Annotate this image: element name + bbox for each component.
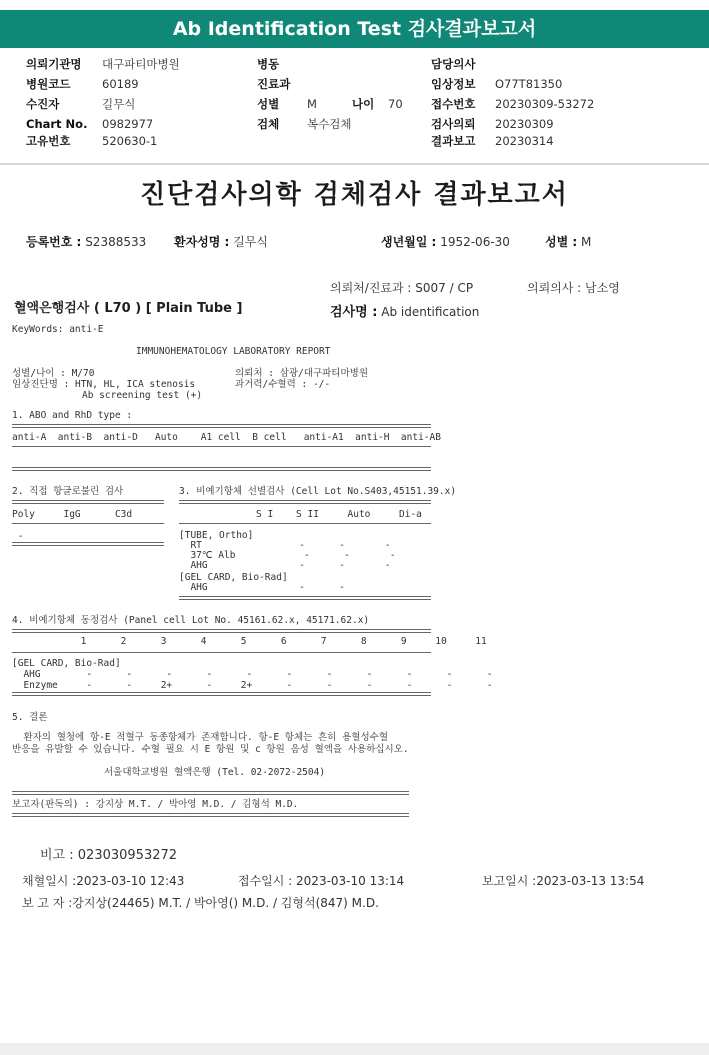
info-specimen: 검체 복수검체: [257, 117, 352, 131]
report-title: Ab Identification Test 검사결과보고서: [172, 18, 537, 40]
patient-name: 환자성명 : 길무식: [174, 235, 268, 249]
sec3-row-ahg: AHG - - -: [179, 560, 391, 571]
info-age: 나이 70: [352, 97, 403, 111]
info-clinical-info: 임상정보 O77T81350: [431, 77, 563, 91]
collection-time: 채혈일시 :2023-03-10 12:43: [22, 874, 185, 888]
sec3-rule-top: [179, 500, 431, 504]
sec1-header: anti-A anti-B anti-D Auto A1 cell B cell anti-A1 anti-H anti-AB: [12, 432, 441, 443]
sec1-rule-bottom: [12, 467, 431, 471]
sec3-row-rt: RT - - -: [179, 540, 391, 551]
receipt-time: 접수일시 : 2023-03-10 13:14: [238, 874, 405, 888]
info-ward: 병동: [257, 57, 280, 71]
sec4-title: 4. 비예기항체 동정검사 (Panel cell Lot No. 45161.62.x, 45171.62.x): [12, 615, 370, 626]
keywords: KeyWords: anti-E: [12, 324, 104, 335]
sec4-rule-bottom: [12, 692, 431, 696]
report-heading: 진단검사의학 검체검사 결과보고서: [140, 180, 569, 210]
sec1-rule-mid: [12, 446, 431, 447]
conclusion-line-2: 반응을 유발할 수 있습니다. 수혈 필요 시 E 항원 및 c 항원 음성 혈액을 사용하십시오.: [12, 744, 409, 755]
reporter-rule-top: [12, 791, 409, 795]
sec3-header: S I S II Auto Di-a: [256, 509, 422, 520]
info-department: 진료과: [257, 77, 291, 91]
patient-sex: 성별 : M: [545, 235, 592, 249]
sec3-row-gel-ahg: AHG - -: [179, 582, 345, 593]
lab-diagnosis: 임상진단명 : HTN, HL, ICA stenosis: [12, 379, 196, 390]
info-sex: 성별 M: [257, 97, 317, 111]
info-doctor: 담당의사: [431, 57, 476, 71]
sec2-header: Poly IgG C3d: [12, 509, 133, 520]
info-unique-no: 고유번호 520630-1: [26, 134, 158, 148]
registration-number: 등록번호 : S2388533: [26, 235, 147, 249]
info-chart-no: Chart No. 0982977: [26, 117, 154, 131]
report-time: 보고일시 :2023-03-13 13:54: [482, 874, 645, 888]
footer-reporter: 보 고 자 :강지상(24465) M.T. / 박아영() M.D. / 김형석(847) M.D.: [22, 896, 379, 910]
sec1-rule-top: [12, 424, 431, 428]
sec3-title: 3. 비예기항체 선별검사 (Cell Lot No.S403,45151.39.x): [179, 486, 457, 497]
sec4-rule-top: [12, 629, 431, 633]
info-report-date: 결과보고 20230314: [431, 134, 554, 148]
sec4-row-enzyme: Enzyme - - 2+ - 2+ - - - - - -: [12, 680, 493, 691]
info-hospital-code: 병원코드 60189: [26, 77, 139, 91]
test-name: 검사명 : Ab identification: [330, 305, 480, 320]
lab-screening: Ab screening test (+): [82, 390, 203, 401]
sec2-rule-mid: [12, 523, 164, 524]
sec3-row-tube: [TUBE, Ortho]: [179, 530, 254, 541]
lab-history: 과거력/수혈력 : -/-: [235, 379, 331, 390]
requesting-doctor: 의뢰의사 : 남소영: [527, 281, 620, 295]
requesting-dept: 의뢰처/진료과 : S007 / CP: [330, 281, 474, 295]
sec4-header: 1 2 3 4 5 6 7 8 9 10 11: [12, 636, 487, 647]
sec4-row-gel: [GEL CARD, Bio-Rad]: [12, 658, 121, 669]
conclusion-line-1: 환자의 혈청에 항-E 적혈구 동종항체가 존재합니다. 항-E 항체는 흔히 용혈성수혈: [12, 732, 388, 743]
sec1-title: 1. ABO and RhD type :: [12, 410, 133, 421]
lab-report-title: IMMUNOHEMATOLOGY LABORATORY REPORT: [136, 346, 331, 357]
section-divider: [0, 163, 709, 165]
test-group: 혈액은행검사 ( L70 ) [ Plain Tube ]: [14, 301, 243, 316]
info-hospital-name: 의뢰기관명 대구파티마병원: [26, 57, 180, 71]
remark: 비고 : 023030953272: [40, 848, 178, 863]
sec4-row-ahg: AHG - - - - - - - - - - -: [12, 669, 493, 680]
sec3-row-alb: 37℃ Alb - - -: [179, 550, 396, 561]
sec3-rule-bottom: [179, 596, 431, 600]
sec2-rule-top: [12, 500, 164, 504]
sec2-title: 2. 직접 항글로불린 검사: [12, 486, 124, 497]
info-receipt-no: 접수번호 20230309-53272: [431, 97, 595, 111]
sec5-title: 5. 결론: [12, 712, 48, 723]
sec2-value: -: [12, 531, 24, 542]
reporter-rule-bottom: [12, 813, 409, 817]
lab-origin: 의뢰처 : 삼광/대구파티마병원: [235, 368, 369, 379]
info-patient: 수진자 길무식: [26, 97, 136, 111]
lab-reporter: 보고자(판독의) : 강지상 M.T. / 박아영 M.D. / 김형석 M.D.: [12, 799, 299, 810]
lab-sex-age: 성별/나이 : M/70: [12, 368, 95, 379]
sec3-rule-mid: [179, 523, 431, 524]
info-request-date: 검사의뢰 20230309: [431, 117, 554, 131]
report-title-bar: [0, 10, 709, 48]
sec2-rule-bottom: [12, 542, 164, 546]
hospital-contact: 서울대학교병원 혈액은행 (Tel. 02-2072-2504): [104, 767, 326, 778]
birth-date: 생년월일 : 1952-06-30: [381, 235, 510, 249]
sec4-rule-mid: [12, 652, 431, 653]
sec3-row-gel: [GEL CARD, Bio-Rad]: [179, 572, 288, 583]
page-footer-band: [0, 1043, 709, 1055]
